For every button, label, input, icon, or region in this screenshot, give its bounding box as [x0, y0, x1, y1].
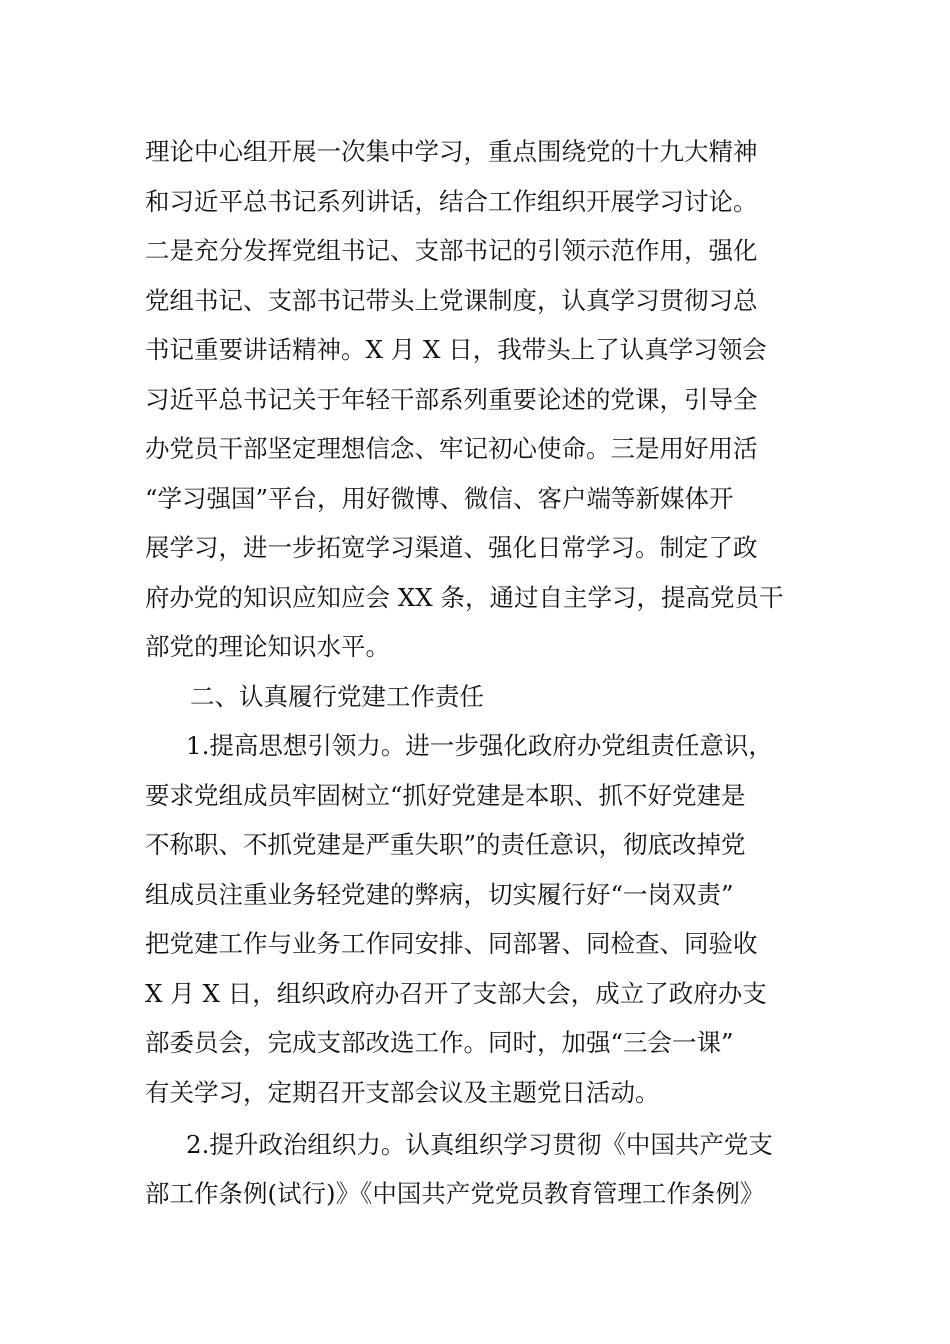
body-text-line: 部委员会，完成支部改选工作。同时，加强“三会一课”	[145, 1028, 734, 1057]
body-text-line: 二是充分发挥党组书记、支部书记的引领示范作用，强化	[145, 236, 758, 265]
body-text-line: 党组书记、支部书记带头上党课制度，认真学习贯彻习总	[145, 286, 758, 315]
body-text-line: 府办党的知识应知应会 XX 条，通过自主学习，提高党员干	[145, 583, 784, 612]
body-text-line: 组成员注重业务轻党建的弊病，切实履行好“一岗双责”	[145, 880, 734, 909]
body-text-line: 要求党组成员牢固树立“抓好党建是本职、抓不好党建是	[145, 781, 746, 810]
body-text-line: 和习近平总书记系列讲话，结合工作组织开展学习讨论。	[145, 187, 758, 216]
body-text-line: 把党建工作与业务工作同安排、同部署、同检查、同验收	[145, 929, 758, 958]
numbered-paragraph-start: 1.提高思想引领力。进一步强化政府办党组责任意识，	[186, 731, 773, 760]
numbered-paragraph-start: 2.提升政治组织力。认真组织学习贯彻《中国共产党支	[186, 1130, 773, 1159]
body-text-line: 部工作条例(试行)》《中国共产党党员教育管理工作条例》	[145, 1179, 765, 1208]
body-text-line: 有关学习，定期召开支部会议及主题党日活动。	[145, 1078, 660, 1107]
body-text-line: 办党员干部坚定理想信念、牢记初心使命。三是用好用活	[145, 434, 758, 463]
body-text-line: 书记重要讲话精神。X 月 X 日，我带头上了认真学习领会	[145, 335, 767, 364]
body-text-line: 习近平总书记关于年轻干部系列重要论述的党课，引导全	[145, 385, 758, 414]
body-text-line: 不称职、不抓党建是严重失职”的责任意识，彻底改掉党	[145, 830, 746, 859]
body-text-line: 理论中心组开展一次集中学习，重点围绕党的十九大精神	[145, 137, 758, 166]
body-text-line: “学习强国”平台，用好微博、微信、客户端等新媒体开	[145, 484, 734, 513]
body-text-line: 部党的理论知识水平。	[145, 632, 390, 661]
body-text-line: X 月 X 日，组织政府办召开了支部大会，成立了政府办支	[145, 979, 767, 1008]
section-heading: 二、认真履行党建工作责任	[190, 682, 484, 711]
body-text-line: 展学习，进一步拓宽学习渠道、强化日常学习。制定了政	[145, 533, 758, 562]
